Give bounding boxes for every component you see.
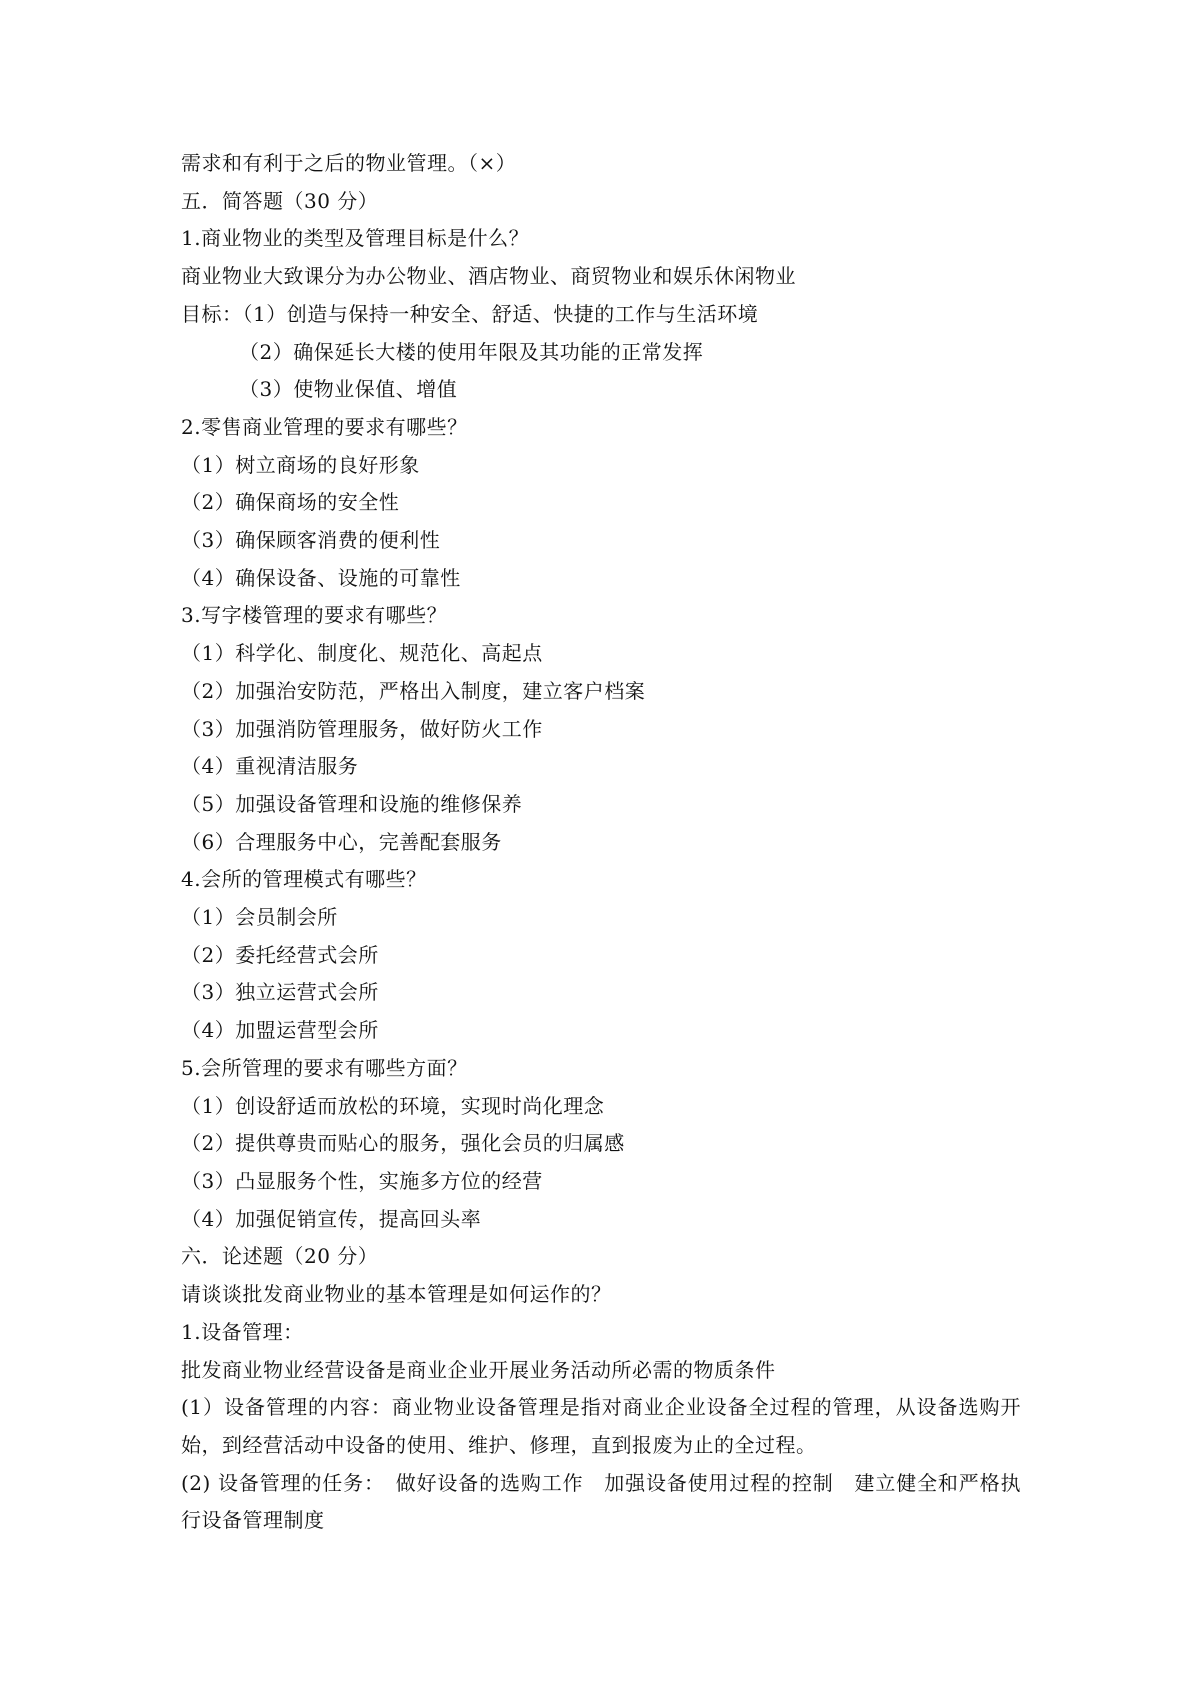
list-item: （4）重视清洁服务 (181, 754, 359, 779)
section-heading: 六．论述题（20 分） (181, 1244, 379, 1269)
paragraph: (2) 设备管理的任务： 做好设备的选购工作 加强设备使用过程的控制 建立健全和严格执行设备管理制度 (181, 1470, 1021, 1533)
question-heading: 2.零售商业管理的要求有哪些？ (181, 414, 468, 439)
list-item: （2）委托经营式会所 (181, 942, 379, 967)
list-item: （2）加强治安防范，严格出入制度，建立客户档案 (181, 678, 646, 703)
text-line: 目标：（1）创造与保持一种安全、舒适、快捷的工作与生活环境 (181, 301, 759, 326)
section-heading: 五．简答题（30 分） (181, 188, 379, 213)
question-heading: 1.商业物业的类型及管理目标是什么？ (181, 226, 530, 251)
list-item: （3）确保顾客消费的便利性 (181, 528, 441, 553)
list-item: （6）合理服务中心，完善配套服务 (181, 829, 502, 854)
list-item: （1）会员制会所 (181, 905, 338, 930)
text-line: 商业物业大致课分为办公物业、酒店物业、商贸物业和娱乐休闲物业 (181, 264, 796, 289)
list-item: （4）确保设备、设施的可靠性 (181, 565, 461, 590)
text-line: 批发商业物业经营设备是商业企业开展业务活动所必需的物质条件 (181, 1357, 776, 1382)
list-item: （2）提供尊贵而贴心的服务，强化会员的归属感 (181, 1131, 625, 1156)
list-item: （3）独立运营式会所 (181, 980, 379, 1005)
list-item: （1）树立商场的良好形象 (181, 452, 420, 477)
list-item: （4）加强促销宣传，提高回头率 (181, 1206, 482, 1231)
list-item: （3）凸显服务个性，实施多方位的经营 (181, 1168, 543, 1193)
list-item: （1）科学化、制度化、规范化、高起点 (181, 641, 543, 666)
list-item: （5）加强设备管理和设施的维修保养 (181, 791, 523, 816)
list-item: （3）使物业保值、增值 (239, 377, 458, 402)
list-item: （1）创设舒适而放松的环境，实现时尚化理念 (181, 1093, 605, 1118)
question-heading: 5.会所管理的要求有哪些方面？ (181, 1055, 468, 1080)
text-line: 需求和有利于之后的物业管理。（×） (181, 151, 517, 175)
question-heading: 请谈谈批发商业物业的基本管理是如何运作的？ (181, 1282, 612, 1307)
list-item: （3）加强消防管理服务，做好防火工作 (181, 716, 543, 741)
list-item: （2）确保商场的安全性 (181, 490, 400, 515)
document-body (181, 145, 1021, 1540)
paragraph: (1）设备管理的内容：商业物业设备管理是指对商业企业设备全过程的管理，从设备选购开始，到经营活动中设备的使用、维护、修理，直到报废为止的全过程。 (181, 1395, 1021, 1457)
question-heading: 4.会所的管理模式有哪些？ (181, 867, 427, 892)
list-item: （2）确保延长大楼的使用年限及其功能的正常发挥 (239, 339, 704, 364)
list-item: （4）加盟运营型会所 (181, 1018, 379, 1043)
sub-heading: 1.设备管理： (181, 1319, 304, 1344)
question-heading: 3.写字楼管理的要求有哪些？ (181, 603, 448, 628)
